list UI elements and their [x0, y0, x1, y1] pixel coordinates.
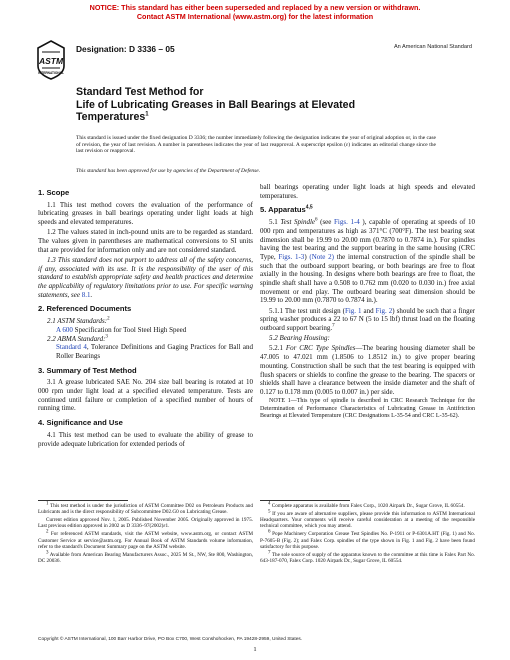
p5-1-e: the internal construction of the spindle shall be such that the outboard support bearing, or both bearings are free to float axially in the housing. In designs where both bearings are free to float, the spindle shaft shall have a 0.508 to 0.762 mm (0.020 to 0.030 in.) free axial movement or end play. The outboard bearing seat dimension should be 19.99 to 20.00 mm (0.7870 to 0.7874 in.). [260, 252, 475, 305]
a600-text: Specification for Tool Steel High Speed [72, 325, 187, 334]
paragraph-1-3 [38, 256, 253, 300]
logo-text: ASTM [38, 56, 64, 66]
p5-1-d: ) [304, 252, 310, 261]
summary-heading: 3. Summary of Test Method [38, 365, 137, 375]
figs-1-4-link[interactable]: Figs. 1-4 [334, 218, 360, 227]
p5-1-1-fn: 7 [332, 323, 335, 329]
abma-standard-label [47, 335, 253, 344]
apparatus-fn: 4,5 [305, 204, 313, 211]
paragraph-1-2: 1.2 The values stated in inch-pound units are to be regarded as standard. The values given in parentheses are mathematical conversions to SI units that are provided for information only and are not considered standard. [38, 228, 253, 254]
paragraph-5-1-1 [260, 307, 475, 333]
p5-1-term: Test Spindle [280, 218, 316, 227]
footnote-4-text: Complete apparatus is available from Falex Corp., 1020 Airpark Dr., Sugar Grove, IL 60554. [271, 503, 465, 509]
note-2-link[interactable]: (Note 2) [309, 252, 334, 261]
standard-4-link[interactable]: Standard 4 [56, 343, 87, 352]
paragraph-4-1-continued: ball bearings operating under light loads at high speeds and elevated temperatures. [260, 183, 475, 200]
apparatus-heading-text: 5. Apparatus [260, 205, 306, 215]
footnote-6-text: Pope Machinery Corporation Grease Test Spindles No. P-1911 or P-6301A.HT (Fig. 1) and No. P-7605-B (Fig. 2); and Falex Corp. spindles of the type shown in Fig. 1 and Fig. 2 have been found satisfactory for this purpose. [260, 531, 476, 550]
abma-standard-text: 2.2 ABMA Standard: [47, 334, 106, 343]
paragraph-3-1: 3.1 A grease lubricated SAE No. 204 size ball bearing is rotated at 10 000 rpm under light load at a specified elevated temperature. Tests are continued until failure or completion of a specified number of hours of running time. [38, 378, 253, 413]
title-line-2: Life of Lubricating Greases in Ball Bearings at Elevated [76, 98, 356, 111]
title-line-3: Temperatures [76, 111, 146, 124]
footnote-7-text: The sole source of supply of the apparatus known to the committee at this time is Falex Part No. 643-187-070, Falex Corp. 1020 Airpark Dr., Sugar Grove, IL 60554. [260, 551, 475, 565]
a600-reference [56, 326, 253, 335]
footnote-6: $^6$ Pope Machinery Corporation Grease Test Spindles No. P-1911 or P-6301A.HT (Fig. 1) and No. P-7605-B (Fig. 2); and Falex Corp. spindles of the type shown in Fig. 1 and Fig. 2 have been found satisfactory for this purpose. [260, 529, 476, 550]
astm-standards-label [47, 317, 253, 326]
footnote-7: $^7$ The sole source of supply of the apparatus known to the committee at this time is Falex Part No. 643-187-070, Falex Corp. 1020 Airpark Dr., Sugar Grove, IL 60554. [260, 550, 475, 565]
footnote-4: $^4$ Complete apparatus is available from Falex Corp., 1020 Airpark Dr., Sugar Grove, IL 60554. [268, 501, 465, 509]
footnote-1b: Current edition approved Nov. 1, 2005. Published November 2005. Originally approved in 1975. Last previous edition approved in 2002 as D 3336–97(2002)ε1. [38, 517, 253, 530]
title-footnote-mark: 1 [145, 111, 149, 118]
figs-1-3-link[interactable]: Figs. 1-3 [278, 252, 305, 261]
document-title [76, 86, 436, 124]
copyright-line: Copyright © ASTM International, 100 Barr Harbor Drive, PO Box C700, West Conshohocken, PA 19428-2959, United States. [38, 637, 303, 642]
footnote-1: $^1$ This test method is under the jurisdiction of ASTM Committee D02 on Petroleum Products and Lubricants and is the direct responsibility of Subcommittee D02.G0 on Lubricating Grease. [38, 501, 253, 516]
right-footnotes [260, 503, 475, 566]
p5-2-1-term: For CRC Type Spindles [285, 344, 356, 353]
footnote-3-text: Available from American Bearing Manufacturers Assoc., 2025 M St., NW, Ste 800, Washington, DC 20036. [38, 551, 253, 565]
standard-4-text: , Tolerance Definitions and Gaging Practices for Ball and Roller Bearings [56, 343, 253, 360]
p5-1-1-a: 5.1.1 The test unit design ( [269, 306, 345, 315]
paragraph-1-3-end: . [90, 290, 93, 299]
p5-1-1-c: ) should be such that a finger spring washer produces a 22 to 67 N (5 to 15 lbf) thrust load on the floating outboard support bearing. [260, 306, 476, 333]
notice-line-1: NOTICE: This standard has either been superseded and replaced by a new version or withdrawn. [89, 3, 421, 12]
footnote-1-text: This test method is under the jurisdiction of ASTM Committee D02 on Petroleum Products and Lubricants and is the direct responsibility of Subcommittee D02.G0 on Lubricating Grease. [38, 503, 253, 516]
issued-under-text: This standard is issued under the fixed designation D 3336; the number immediately following the designation indicates the year of original adoption or, in the case of revision, the year of last revision. A number in parentheses indicates the year of last reapproval. A superscript epsilon (ε) indicates an editorial change since the last revision or reapproval. [76, 135, 436, 155]
p5-1-num: 5.1 [269, 218, 281, 227]
left-footnotes [38, 503, 253, 566]
a600-link[interactable]: A 600 [56, 325, 73, 334]
paragraph-1-1: 1.1 This test method covers the evaluation of the performance of lubricating greases in ball bearings operating under light loads at high speeds and elevated temperatures. [38, 200, 253, 227]
astm-standards-fn: 2 [107, 316, 110, 322]
abma-standard-fn: 3 [105, 334, 108, 340]
designation: Designation: D 3336 – 05 [76, 44, 175, 54]
p5-1-1-b: and [361, 306, 376, 315]
footnote-2: $^2$ For referenced ASTM standards, visit the ASTM website, www.astm.org, or contact ASTM Customer Service at service@astm.org. For Annual Book of ASTM Standards volume information, refer to the standard's Document Summary page on the ASTM website. [38, 529, 253, 550]
p5-2-1-num: 5.2.1 [269, 344, 286, 353]
significance-heading: 4. Significance and Use [38, 418, 123, 428]
p5-1-b: (see [317, 218, 335, 227]
paragraph-5-1 [260, 218, 475, 305]
referenced-documents-heading: 2. Referenced Documents [38, 304, 132, 314]
paragraph-5-2: 5.2 Bearing Housing: [269, 334, 330, 343]
fig-1-link[interactable]: Fig. 1 [344, 306, 362, 315]
right-column [260, 183, 475, 422]
logo-subtext: INTERNATIONAL [38, 71, 64, 75]
p5-1-fn: 6 [315, 217, 318, 223]
footnote-3: $^3$ Available from American Bearing Manufacturers Assoc., 2025 M St., NW, Ste 800, Washington, DC 20036. [38, 550, 253, 565]
paragraph-5-2-1 [260, 344, 475, 396]
footnote-5: $^5$ If you are aware of alternative suppliers, please provide this information to ASTM International Headquarters. Your comments will receive careful consideration at a meeting of the responsible technical committee, which you may attend. [260, 509, 475, 530]
scope-heading: 1. Scope [38, 188, 70, 197]
paragraph-4-1: 4.1 This test method can be used to evaluate the ability of grease to provide adequate lubrication for extended periods of [38, 430, 253, 448]
section-8-1-link[interactable]: 8.1 [81, 290, 91, 299]
p5-1-c: ), capable of operating at speeds of 10 000 rpm and temperatures as high as 371°C (700°F). The test bearing seat dimension shall be 19.99 to 20.00 mm (0.7870 to 0.7874 in.). For spindles having the test bearing and the support bearing in the same housing (CRC Type, [260, 218, 475, 261]
title-line-1: Standard Test Method for [76, 86, 204, 98]
astm-standards-text: 2.1 ASTM Standards: [47, 317, 108, 326]
astm-logo-icon [36, 40, 66, 80]
national-standard-label: An American National Standard [393, 44, 472, 50]
supersede-notice [0, 4, 510, 21]
footnote-5-text: If you are aware of alternative suppliers, please provide this information to ASTM International Headquarters. Your comments will receive careful consideration at a meeting of the responsible technical committee, which you may attend. [260, 510, 475, 530]
left-footnote-rule [38, 500, 128, 501]
standard-4-reference [56, 343, 253, 360]
fig-2-link[interactable]: Fig. 2 [375, 306, 393, 315]
apparatus-heading [260, 206, 475, 215]
left-column [38, 183, 253, 450]
approved-text: This standard has been approved for use by agencies of the Department of Defense. [76, 168, 261, 174]
paragraph-1-3-text: 1.3 This standard does not purport to address all of the safety concerns, if any, associated with its use. It is the responsibility of the user of this standard to establish appropriate safety and health practices and determine the applicability of regulatory limitations prior to use. For specific warning statements, see [38, 255, 253, 299]
note-1: NOTE 1—This type of spindle is described in CRC Research Technique for the Determination of Performance Characteristics of Lubricating Grease in Antifriction Bearings at Elevated Temperature (CRC Designations L-35-54 and CRC L-35-62). [260, 398, 475, 419]
notice-line-2: Contact ASTM International (www.astm.org) for the latest information [136, 11, 374, 21]
page-number: 1 [253, 646, 257, 653]
right-footnote-rule [260, 500, 350, 501]
p5-2-1-text: —The bearing housing diameter shall be 47.005 to 47.021 mm (1.8506 to 1.8512 in.) to give proper bearing mounting. Construction shall be such that the test bearing is equipped with flush spacers or shields to confine the grease to the bearing. The spacers or shields shall have a clearance between the inside diameter and the shaft of 0.127 to 0.178 mm (0.005 to 0.007 in.) per side. [260, 344, 476, 396]
footnote-2-text: For referenced ASTM standards, visit the ASTM website, www.astm.org, or contact ASTM Customer Service at service@astm.org. For Annual Book of ASTM Standards volume information, refer to the standard's Document Summary page on the ASTM website. [38, 531, 253, 550]
